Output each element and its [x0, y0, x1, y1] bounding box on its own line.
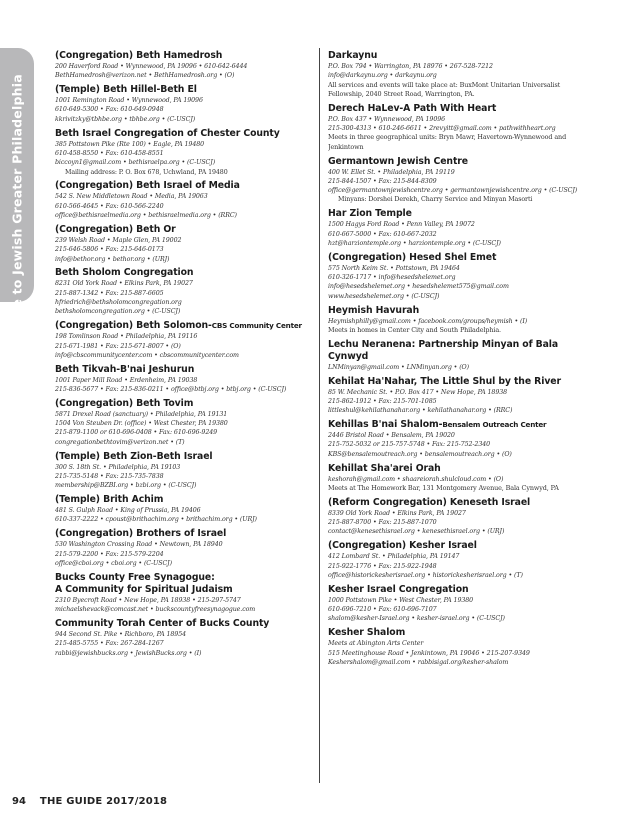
entry-detail-line: 215-646-5806 • Fax: 215-646-0173 — [55, 246, 164, 254]
entry-detail-line: 85 W. Mechanic St. • P.O. Box 417 • New Hope, PA 18938 — [328, 388, 508, 396]
guide-title: THE GUIDE 2017/2018 — [39, 796, 168, 807]
entry-detail-line: 575 North Keim St. • Pottstown, PA 19464 — [328, 264, 460, 272]
directory-entry — [328, 252, 588, 301]
directory-entry — [55, 494, 313, 525]
entry-name: (Congregation) Beth Hamedrosh — [55, 50, 223, 61]
entry-detail-line: 215-300-4313 • 610-246-6611 • 2revyitt@gmail.com • pathwithheart.org — [328, 125, 556, 133]
directory-entry — [55, 224, 313, 264]
directory-entry — [328, 208, 588, 248]
entry-detail-line: 300 S. 18th St. • Philadelphia, PA 19103 — [55, 463, 181, 471]
right-column — [328, 50, 588, 671]
entry-detail-line: 610-696-7210 • Fax: 610-696-7107 — [328, 606, 437, 614]
directory-entry — [328, 305, 588, 336]
entry-name: Darkaynu — [328, 50, 378, 61]
entry-detail-line: 8231 Old York Road • Elkins Park, PA 19027 — [55, 280, 193, 288]
directory-entry — [328, 419, 588, 459]
entry-detail-line: biccoyn1@gmail.com • bethisraelpa.org • (C-USCJ) — [55, 159, 216, 167]
entry-name: Kehilat Ha'Nahar, The Little Shul by the River — [328, 375, 561, 387]
entry-name: Community Torah Center of Bucks County — [55, 618, 270, 629]
entry-name: Har Zion Temple — [328, 208, 412, 220]
directory-entry — [55, 180, 313, 220]
directory-entry — [55, 572, 313, 615]
entry-detail-line: 215-735-5148 • Fax: 215-735-7838 — [55, 472, 164, 480]
entry-detail-line: office@germantownjewishcentre.org • germantownjewishcentre.org • (C-USCJ) — [328, 187, 578, 195]
entry-detail-line: 1500 Hagys Ford Road • Penn Valley, PA 19072 — [328, 221, 475, 229]
entry-detail-line: hfriedrich@bethsholomcongregation.org — [55, 299, 182, 307]
entry-name: (Congregation) Kesher Israel — [328, 540, 477, 552]
entry-name: Derech HaLev-A Path With Heart — [328, 102, 497, 114]
entry-name: (Congregation) Hesed Shel Emet — [328, 251, 497, 263]
directory-entry — [55, 451, 313, 491]
entry-detail-line: 200 Haverford Road • Wynnewood, PA 19096 • 610-642-6444 — [55, 63, 248, 70]
entry-name: Germantown Jewish Centre — [328, 155, 468, 167]
directory-entry — [328, 376, 588, 416]
directory-entry — [328, 584, 588, 624]
entry-detail-line: rabbi@jewishbucks.org • JewishBucks.org • (I) — [55, 649, 202, 657]
entry-name: Kesher Israel Congregation — [328, 583, 469, 595]
directory-entry — [328, 50, 588, 99]
entry-detail-line: 215-862-1912 • Fax: 215-701-1085 — [328, 397, 437, 405]
entry-note-line: Minyans: Dorshei Derekh, Charry Service and Minyan Masorti — [338, 196, 533, 204]
entry-detail-line: Meets at Abington Arts Center — [328, 640, 424, 648]
entry-detail-line: membership@BZBI.org • bzbi.org • (C-USCJ) — [55, 482, 197, 490]
entry-detail-line: 385 Pottstown Pike (Rte 100) • Eagle, PA 19480 — [55, 140, 205, 148]
directory-entry — [55, 364, 313, 395]
entry-detail-line: 215-752-5032 or 215-757-5748 • Fax: 215-752-2340 — [328, 441, 491, 449]
column-divider — [319, 48, 320, 783]
directory-entry — [328, 156, 588, 205]
entry-detail-line: 1000 Pottstown Pike • West Chester, PA 19380 — [328, 596, 474, 604]
entry-detail-line: info@hesedshelemet.org • hesedshelemet575@gmail.com — [328, 283, 509, 291]
entry-detail-line: 198 Tomlinson Road • Philadelphia, PA 19116 — [55, 333, 198, 341]
entry-name: Kehillas B'nai Shalom-Bensalem Outreach Center — [328, 419, 547, 431]
entry-detail-line: 530 Washington Crossing Road • Newtown, PA 18940 — [55, 541, 223, 549]
entry-name: (Congregation) Beth Or — [55, 223, 176, 235]
entry-name: Beth Sholom Congregation — [55, 267, 194, 279]
entry-detail-line: 515 Meetinghouse Road • Jenkintown, PA 19046 • 215-207-9349 — [328, 649, 530, 657]
directory-entry — [328, 103, 588, 152]
entry-detail-line: michaelshevack@comcast.net • buckscountyfreesynagogue.com — [55, 606, 256, 614]
directory-entry — [55, 128, 313, 177]
entry-name: Lechu Neranena: Partnership Minyan of Bala Cynwyd — [328, 338, 559, 362]
directory-entry — [328, 627, 588, 667]
entry-detail-line: 610-649-5300 • Fax: 610-649-0948 — [55, 106, 164, 114]
side-tab-title: The Guide to Jewish Greater Philadelphia — [9, 74, 25, 372]
entry-detail-line: 2310 Byecroft Road • New Hope, PA 18938 • 215-297-5747 — [55, 596, 241, 604]
entry-detail-line: P.O. Box 437 • Wynnewood, PA 19096 — [328, 115, 446, 123]
directory-entry — [55, 267, 313, 316]
directory-entry — [55, 528, 313, 568]
left-column — [55, 50, 313, 661]
side-tab — [0, 48, 34, 372]
entry-detail-line: 215-671-1981 • Fax: 215-671-8007 • (O) — [55, 342, 181, 350]
entry-detail-line: 5871 Drexel Road (sanctuary) • Philadelphia, PA 19131 — [55, 410, 228, 418]
directory-entry — [55, 84, 313, 124]
entry-detail-line: Heymishphilly@gmail.com • facebook.com/groups/heymish • (I) — [328, 317, 528, 325]
entry-note-line: Meets at The Homework Bar, 131 Montgomery Avenue, Bala Cynwyd, PA — [328, 483, 559, 492]
entry-note-line: Meets in homes in Center City and South Philadelphia. — [328, 325, 501, 334]
entry-name: Kehillat Sha'arei Orah — [328, 462, 441, 474]
entry-name: Beth Tikvah-B'nai Jeshurun — [55, 363, 195, 375]
page-footer — [12, 796, 167, 807]
entry-name: Heymish Havurah — [328, 304, 420, 316]
entry-detail-line: 215-844-1507 • Fax: 215-844-8309 — [328, 177, 437, 185]
entry-detail-line: 542 S. New Middletown Road • Media, PA 19063 — [55, 193, 208, 201]
entry-detail-line: 215-579-2200 • Fax: 215-579-2204 — [55, 550, 164, 558]
entry-detail-line: BethHamedrosh@verizon.net • BethHamedrosh.org • (O) — [55, 72, 235, 80]
entry-name: (Congregation) Beth Tovim — [55, 397, 194, 409]
entry-note-line: Mailing address: P. O. Box 678, Uchwland, PA 19480 — [65, 168, 228, 176]
entry-detail-line: 610-667-5000 • Fax: 610-667-2032 — [328, 230, 437, 238]
entry-detail-line: office@cboi.org • cboi.org • (C-USCJ) — [55, 559, 172, 567]
entry-name: Beth Israel Congregation of Chester County — [55, 127, 280, 139]
entry-detail-line: littleshul@kehilathanahar.org • kehilathanahar.org • (RRC) — [328, 407, 513, 415]
entry-note-line: Meets in three geographical units: Bryn Mawr, Havertown-Wynnewood and Jenkintown — [328, 133, 567, 151]
entry-name: (Temple) Beth Hillel-Beth El — [55, 84, 197, 96]
entry-detail-line: 215-922-1776 • Fax: 215-922-1948 — [328, 562, 437, 570]
entry-name: (Temple) Beth Zion-Beth Israel — [55, 450, 213, 462]
entry-detail-line: Keshershalom@gmail.com • rabbisigal.org/kesher-shalom — [328, 658, 509, 666]
entry-detail-line: LNMinyan@gmail.com • LNMinyan.org • (O) — [328, 363, 469, 371]
entry-name: (Congregation) Beth Solomon-CBS Community Center — [55, 320, 302, 332]
entry-detail-line: 1001 Paper Mill Road • Erdenheim, PA 19038 — [55, 376, 198, 384]
entry-detail-line: info@cbscommunitycenter.com • cbscommunitycenter.com — [55, 351, 239, 359]
directory-entry — [328, 339, 588, 372]
entry-detail-line: P.O. Box 794 • Warrington, PA 18976 • 267-528-7212 — [328, 63, 493, 70]
entry-detail-line: office@historickesherisrael.org • historickesherisrael.org • (T) — [328, 571, 523, 579]
directory-entry — [55, 618, 313, 658]
entry-detail-line: 215-485-5755 • Fax: 267-284-1267 — [55, 640, 164, 648]
entry-detail-line: bethsholomcongregation.org • (C-USCJ) — [55, 308, 181, 316]
entry-detail-line: www.hesedshelemet.org • (C-USCJ) — [328, 292, 440, 300]
entry-detail-line: 8339 Old York Road • Elkins Park, PA 19027 — [328, 509, 466, 517]
entry-detail-line: 215-887-1342 • Fax: 215-887-6605 — [55, 289, 164, 297]
directory-entry — [328, 540, 588, 580]
entry-detail-line: 610-337-2222 • cpoust@brithachim.org • brithachim.org • (URJ) — [55, 516, 257, 524]
entry-name: Kesher Shalom — [328, 627, 406, 639]
directory-entry — [55, 320, 313, 360]
entry-detail-line: KBS@bensalemoutreach.org • bensalemoutreach.org • (O) — [328, 450, 512, 458]
entry-detail-line: office@bethisraelmedia.org • bethisraelmedia.org • (RRC) — [55, 212, 237, 220]
directory-entry — [328, 497, 588, 537]
entry-detail-line: keshorah@gmail.com • shaareiorah.shulcloud.com • (O) — [328, 475, 504, 483]
entry-detail-line: 239 Welsh Road • Maple Glen, PA 19002 — [55, 236, 182, 244]
entry-name: Bucks County Free Synagogue: A Community for Spiritual Judaism — [55, 571, 233, 595]
directory-entry — [328, 463, 588, 494]
directory-entry — [55, 50, 313, 81]
directory-entry — [55, 398, 313, 447]
entry-detail-line: 1001 Remington Road • Wynnewood, PA 19096 — [55, 97, 203, 105]
entry-detail-line: kkrivitzky@tbhbe.org • tbhbe.org • (C-USCJ) — [55, 115, 196, 123]
entry-note-line: All services and events will take place at: BuxMont Unitarian Universalist Fellowship, 2040 Street Road, Warrington, PA. — [328, 80, 561, 98]
entry-detail-line: info@darkaynu.org • darkaynu.org — [328, 72, 437, 80]
entry-name-suffix: CBS Community Center — [211, 321, 302, 331]
entry-detail-line: congregationbethtovim@verizon.net • (T) — [55, 438, 185, 446]
entry-detail-line: 215-887-8700 • Fax: 215-887-1070 — [328, 519, 437, 527]
entry-name: (Reform Congregation) Keneseth Israel — [328, 496, 531, 508]
entry-detail-line: 1504 Von Steuben Dr. (office) • West Chester, PA 19380 — [55, 420, 228, 428]
entry-detail-line: contact@kenesethisrael.org • kenesethisrael.org • (URJ) — [328, 528, 505, 536]
page-number: 94 — [12, 796, 26, 807]
entry-detail-line: 2446 Bristol Road • Bensalem, PA 19020 — [328, 432, 455, 440]
entry-detail-line: hzt@harziontemple.org • harziontemple.org • (C-USCJ) — [328, 239, 501, 247]
entry-name: (Temple) Brith Achim — [55, 494, 164, 506]
entry-detail-line: shalom@kesher-Israel.org • kesher-israel.org • (C-USCJ) — [328, 615, 505, 623]
entry-detail-line: 610-458-8550 • Fax: 610-458-8551 — [55, 149, 164, 157]
entry-detail-line: 610-326-1717 • info@hesedshelemet.org — [328, 274, 456, 282]
entry-name: (Congregation) Beth Israel of Media — [55, 180, 240, 192]
entry-detail-line: 610-566-4645 • Fax: 610-566-2240 — [55, 202, 164, 210]
entry-name-suffix: Bensalem Outreach Center — [442, 420, 547, 430]
entry-name: (Congregation) Brothers of Israel — [55, 528, 227, 540]
entry-detail-line: 215-836-5677 • Fax: 215-836-0211 • office@btbj.org • btbj.org • (C-USCJ) — [55, 385, 287, 393]
entry-detail-line: 944 Second St. Pike • Richboro, PA 18954 — [55, 631, 187, 638]
entry-detail-line: info@bethor.org • bethor.org • (URJ) — [55, 255, 170, 263]
entry-detail-line: 481 S. Gulph Road • King of Prussia, PA 19406 — [55, 507, 201, 515]
entry-detail-line: 412 Lombard St. • Philadelphia, PA 19147 — [328, 553, 460, 561]
entry-detail-line: 400 W. Ellet St. • Philadelphia, PA 19119 — [328, 168, 455, 176]
entry-detail-line: 215-879-1100 or 610-696-0408 • Fax: 610-696-9249 — [55, 429, 218, 437]
